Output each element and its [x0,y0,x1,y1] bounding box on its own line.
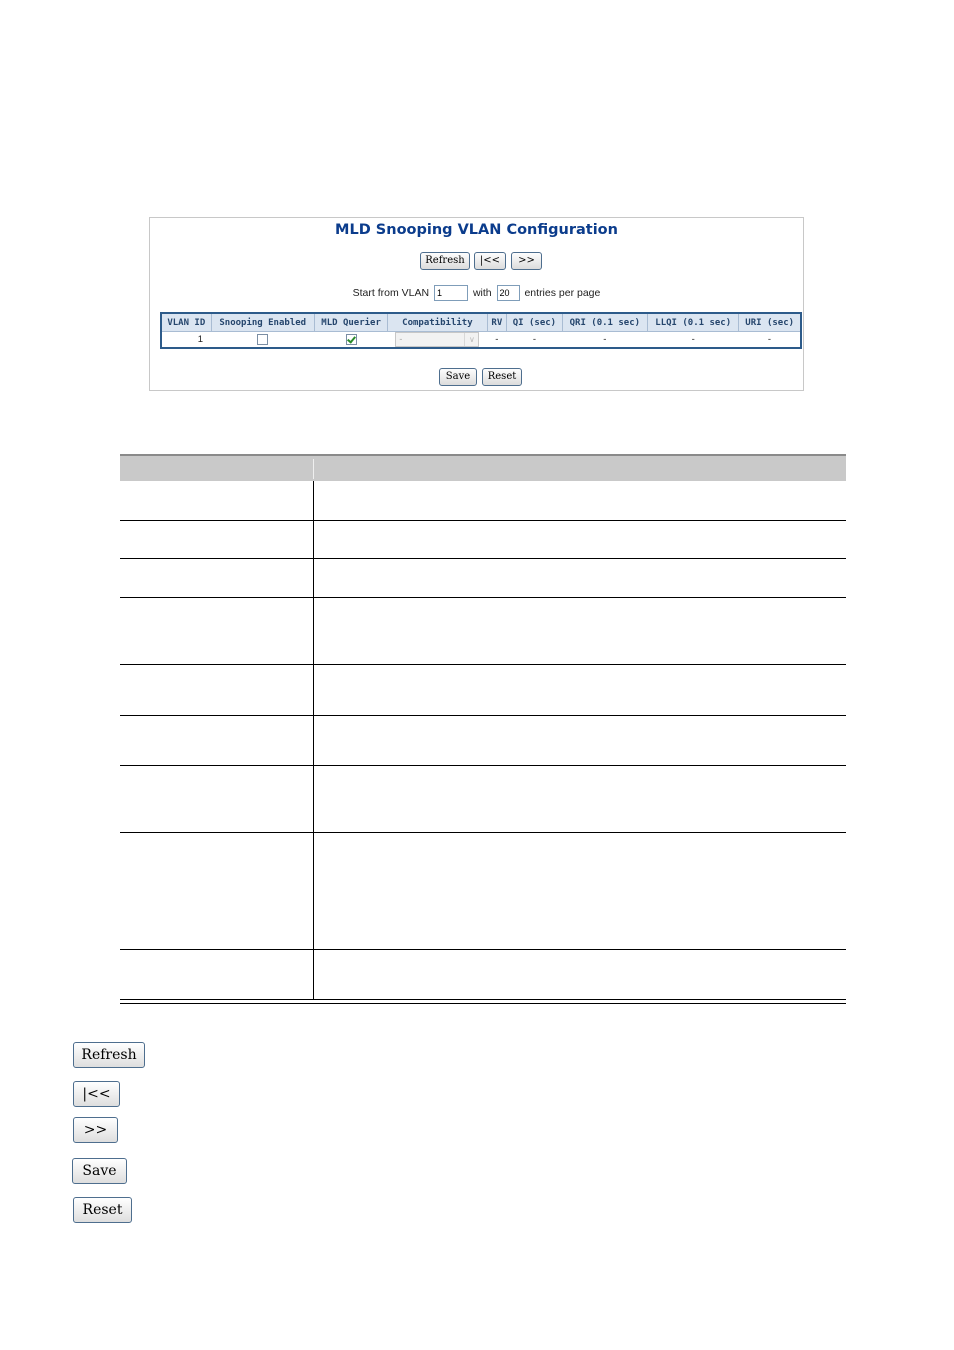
entries-per-page-label: entries per page [524,287,601,299]
table-row [120,598,846,665]
header-uri: URI (sec) [739,313,801,332]
table-row [120,833,846,950]
table-row [120,521,846,559]
table-row [120,950,846,1000]
header-rv: RV [487,313,507,332]
mld-querier-checkbox[interactable] [346,334,357,345]
entries-per-page-input[interactable] [497,285,520,301]
qi-cell: - [532,334,536,345]
start-from-row [150,284,803,302]
legend-first-page-button[interactable]: |<< [73,1081,120,1107]
mld-querier-cell [314,332,387,349]
snooping-enabled-cell [211,332,314,349]
table-row [120,481,846,521]
rv-cell: - [495,334,499,345]
table-row [120,665,846,716]
compatibility-cell [388,332,487,349]
compatibility-select[interactable] [395,332,479,347]
snooping-enabled-checkbox[interactable] [257,334,268,345]
description-table-header [120,454,846,481]
panel-title: MLD Snooping VLAN Configuration [335,222,618,238]
qri-cell: - [603,334,607,345]
header-mld-querier: MLD Querier [314,313,387,332]
with-label: with [472,287,492,299]
uri-cell: - [767,334,772,345]
legend-reset-button[interactable]: Reset [73,1197,132,1223]
header-snooping-enabled: Snooping Enabled [211,313,314,332]
legend-save-button[interactable]: Save [72,1158,127,1184]
table-row [120,766,846,833]
header-divider [313,459,314,479]
refresh-button[interactable]: Refresh [420,252,470,270]
header-compatibility: Compatibility [388,313,487,332]
first-page-button[interactable]: |<< [474,252,506,270]
legend-next-page-button[interactable]: >> [73,1117,118,1143]
compatibility-value: - [399,334,403,344]
table-row [120,559,846,598]
table-row [161,332,801,349]
start-vlan-input[interactable] [434,285,468,301]
mld-snooping-vlan-config-panel [149,217,804,391]
header-vlan-id: VLAN ID [161,313,211,332]
start-from-label: Start from VLAN [352,287,430,299]
header-llqi: LLQI (0.1 sec) [648,313,739,332]
table-row [120,716,846,766]
llqi-cell: - [691,334,695,345]
header-qri: QRI (0.1 sec) [562,313,647,332]
save-button[interactable]: Save [439,368,477,386]
vlan-id-cell: 1 [197,334,204,345]
table-bottom-rule [120,1000,846,1004]
vlan-config-table [160,312,802,349]
chevron-down-icon: ∨ [464,333,478,346]
table-header-row [161,313,801,332]
reset-button[interactable]: Reset [482,368,522,386]
next-page-button[interactable]: >> [511,252,542,270]
header-qi: QI (sec) [507,313,563,332]
legend-refresh-button[interactable]: Refresh [73,1042,145,1068]
